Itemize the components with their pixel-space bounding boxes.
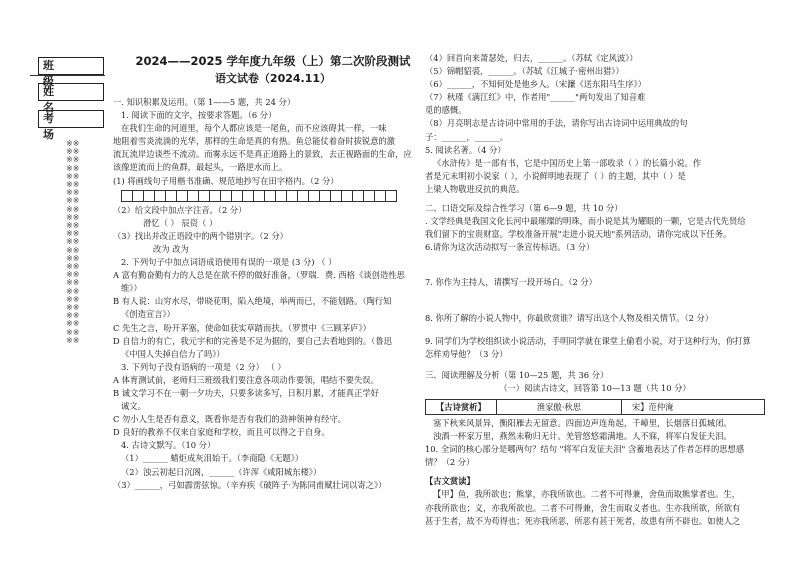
q8: 8. 你所了解的小说人物中，你最欣赏谁？请写出这个人物及相关情节。（2 分） bbox=[425, 312, 714, 323]
q2-option-c: C 先生之言，吩开茅塞，使命如获实草踏而扶。（罗贯中《三顾茅庐》） bbox=[113, 322, 371, 333]
section-2-intro: . 文学经典是我国文化长河中最璀璨的明珠，而小说是其为耀眼的一颗，它是古代先贤给 bbox=[425, 216, 746, 227]
binding-margin bbox=[0, 55, 105, 525]
writing-grid[interactable] bbox=[121, 190, 413, 201]
q1-part-3-answer[interactable]: 改为 改为 bbox=[153, 243, 189, 254]
q1-passage-line: 地阻着雪炎流淌的光华，那样的生命是真的有热。鱼总能仗着奋时拔锐意的激 bbox=[113, 136, 396, 147]
q5-line: 者是元末明初小说家（ ），小说鲜明地表现了（ ）的主题，其中（ ）是 bbox=[425, 170, 686, 181]
room-label: 考 场 bbox=[38, 110, 104, 128]
right-column bbox=[425, 52, 765, 528]
q1-part-3: （3）找出并改正语段中的两个错别字。（2 分） bbox=[113, 230, 288, 241]
q3-option-c: C 勿小人生是否有意义，既看你是否有我们的劲神领神有经守。 bbox=[113, 414, 347, 425]
q3-stem: 3. 下列句子没有语病的一项是（2 分） （ ） bbox=[121, 361, 286, 372]
q2-option-b: B 有人说：山穷水尽，带晓花明，陷入绝境，举两而已，不能划路。（陶行知 bbox=[113, 296, 392, 307]
q9: 9. 同学们为学校组织读小说活动，手明同学就在课堂上偷看小说，对于这种行为，你打算 bbox=[425, 335, 751, 346]
q4-item-4: （4）回首向来萧瑟处，归去，______。（苏轼《定风波》） bbox=[425, 53, 638, 63]
left-column bbox=[113, 96, 413, 492]
section-1-heading: 一. 知识积累及运用。（第 1——5 题，共 24 分） bbox=[113, 97, 296, 107]
poem-tag: 【古诗赏析】 bbox=[426, 400, 497, 414]
seal-dots: ※※※※※※※※※※※※※※※※※※※※※※※※※※※※※※※※※※※※※※※※※※※※※※※※※※ bbox=[66, 139, 80, 345]
q4-item-8: （8）月亮明志是古诗词中常用的手法，请你写出古诗词中运用典故的句 bbox=[425, 118, 688, 129]
q2-option-d: D 自信力的有亡，我元宇和的完善是不足为据的，要自己去看地到的。（鲁迅 bbox=[113, 335, 392, 346]
seal-line bbox=[30, 75, 105, 76]
q1-passage-line: 该像逆流而上的鱼群，最起头，一路逆水而上。 bbox=[113, 162, 288, 173]
q4-item-7-cont: 觅的感慨。 bbox=[425, 105, 467, 116]
name-label: 姓 名 bbox=[38, 83, 104, 101]
q3-option-b: B 诚文学习不在一朝一夕功夫，只要多读多写，日积月累，才能真正学好 bbox=[113, 387, 379, 398]
q9-cont: 怎样劝导他？（3 分） bbox=[425, 348, 508, 359]
q7: 7. 你作为主持人，请撰写一段开场白。（2 分） bbox=[425, 277, 597, 288]
classic-tag: 【古文赏读】 bbox=[425, 476, 475, 487]
poem-line: 塞下秋来风景异，衡阳雁去无留意。四面边声连角起，千嶂里，长烟落日孤城闭。 bbox=[433, 417, 732, 428]
exam-subtitle: 语文试卷（2024.11） bbox=[214, 72, 332, 85]
q5-line: 上梁人物敬进反抗的典范。 bbox=[425, 183, 525, 194]
q1-part-1: (1) 将画线句子用楷书准确、规范地抄写在田字格内。（2 分） bbox=[113, 175, 339, 186]
classic-line: 【甲】鱼，我所欲也；熊掌，亦我所欲也。二者不可得兼，舍鱼而取熊掌者也。生， bbox=[433, 489, 740, 500]
q6: 6.请你为这次活动拟写一条宣传标语。（3 分） bbox=[425, 242, 595, 253]
q10-cont: 情？（2 分） bbox=[425, 457, 475, 468]
q1-stem: 1. 阅读下面的文字，按要求答题。（6 分） bbox=[121, 110, 277, 121]
q2-option-d-cont: 《中国人失掉自信力了吗》） bbox=[121, 348, 225, 359]
classic-line: 甚于生者，故不为苟得也；死亦我所恶，所恶有甚于死者，故患有所不辟也。如使人之 bbox=[425, 515, 741, 526]
q4-item-7: （7）秋瑾《满江红》中，作者用"______"两句发出了知音难 bbox=[425, 92, 646, 103]
q3-option-b-cont: 诚文。 bbox=[121, 401, 146, 412]
q2-stem: 2. 下列句子中加点词语成语使用有误的一项是 (3 分) （ ） bbox=[121, 257, 337, 268]
class-label: 班 级 bbox=[38, 57, 104, 75]
poem-line: 浊酒一杯家万里，燕然未勒归无计。羌管悠悠霜满地。人不寐，将军白发征夫泪。 bbox=[433, 431, 732, 442]
section-3-heading: 三、阅读理解及分析（第 10—25 题，共 36 分） bbox=[425, 369, 609, 380]
section-3-sub: （一）阅读古诗文，回答第 10—13 题（共 10 分） bbox=[499, 382, 691, 393]
q5-stem: 5. 阅读名著。（4 分） bbox=[425, 144, 506, 155]
exam-title: 2024——2025 学年度九年级（上）第二次阶段测试 bbox=[135, 54, 411, 68]
q10: 10. 全词的核心部分是哪两句？结句 "将军白发征夫泪" 含蓄地表达了作者怎样的思想感 bbox=[425, 444, 745, 455]
poem-header-table bbox=[425, 399, 765, 415]
q4-item-8-cont: 子：______，______。 bbox=[425, 131, 508, 142]
classic-line: 亦我所欲也；义，亦我所欲也。二者不可得兼，舍生而取义者也。生亦我所欲，所欲有 bbox=[425, 502, 741, 513]
q1-passage-line: 流瓦流岸边谈些不流动。而雾永远不是真正道路上的景致，去正视路面的生命，应 bbox=[113, 149, 412, 160]
q4-item-5: （5）锦帽貂裘，______。（苏轼《江城子·密州出猎》） bbox=[425, 66, 624, 77]
q1-part-2-words: 滑忆（ ） 辰资（ ） bbox=[143, 217, 218, 228]
q1-part-2: （2）给文段中加点字注音。（2 分） bbox=[113, 204, 247, 215]
section-2-heading: 二、口语交际及综合性学习（第 6—9 题，共 10 分） bbox=[425, 203, 623, 214]
poem-title: 渔家傲·秋思 bbox=[497, 400, 622, 414]
q4-item-2: （2）浊云初起日沉阁，______（许浑《咸阳城东楼》） bbox=[121, 466, 322, 477]
q5-line: 《水浒传》是一部有书，它是中国历史上第一部收录（ ）的长篇小说。作 bbox=[433, 157, 702, 168]
q4-item-3: （3）______，弓如霹雳弦惊。（辛弃疾《破阵子·为陈同甫赋壮词以寄之》） bbox=[113, 479, 387, 490]
q4-stem: 4. 古诗文默写。（10 分） bbox=[121, 440, 216, 451]
q4-item-1: （1）______ 蜡炬成灰泪始干。（李商隐《无题》） bbox=[121, 453, 304, 464]
q2-option-b-cont: 《创造宣言》） bbox=[121, 309, 175, 320]
q1-passage-line: 在我们生命的河道里，每个人都应该是一尾鱼，而不应该碍其一样，一味 bbox=[121, 123, 387, 134]
poem-author: 宋】范仲淹 bbox=[631, 401, 674, 412]
q4-item-6: （6）______，不知何处是他乡人。（宋濂《送东阳马生序》） bbox=[425, 79, 646, 90]
q3-option-d: D 良好的教养不仅来自家庭和学校，而且可以得之于自身。 bbox=[113, 427, 330, 438]
q2-option-a: A 富有勤奋勤有力的人总是在欲不停的做好准备，（罗瑞．费. 西格《谈创造性思 bbox=[113, 270, 405, 281]
q2-option-a-cont: 维》） bbox=[121, 283, 142, 294]
section-2-intro-cont: 我们留下的宝贵财富。学校准备开展"走进小说天地"系列活动，请你完成以下任务。 bbox=[425, 229, 732, 240]
q3-option-a: A 体育测试前，老师归三班级我们要注意各项动作要领，唱结不要失误。 bbox=[113, 374, 379, 385]
